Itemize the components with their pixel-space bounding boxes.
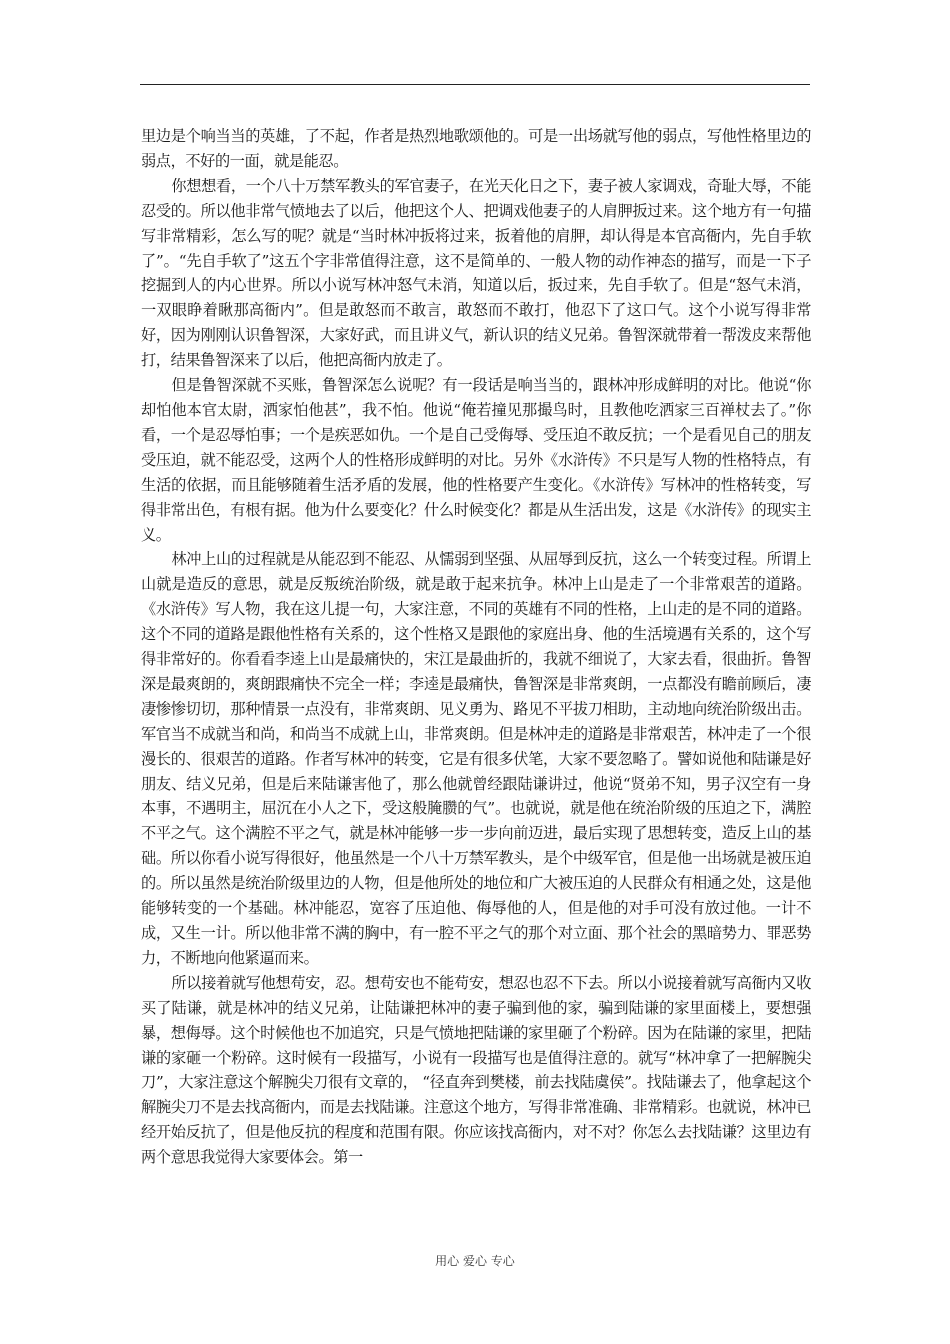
body-text [141,124,811,1170]
paragraph-continued: 里边是个响当当的英雄，了不起，作者是热烈地歌颂他的。可是一出场就写他的弱点，写他性格里边的弱点，不好的一面，就是能忍。 [141,127,811,170]
paragraph: 但是鲁智深就不买账，鲁智深怎么说呢？有一段话是响当当的，跟林冲形成鲜明的对比。他说“你却怕他本官太尉，洒家怕他甚”，我不怕。他说“俺若撞见那撮鸟时，且教他吃洒家三百禅杖去了。”你看，一个是忍辱怕事；一个是疾恶如仇。一个是自己受侮辱、受压迫不敢反抗；一个是看见自己的朋友受压迫，就不能忍受，这两个人的性格形成鲜明的对比。另外《水浒传》不只是写人物的性格特点，有生活的依据，而且能够随着生活矛盾的发展，他的性格要产生变化。《水浒传》写林冲的性格转变，写得非常出色，有根有据。他为什么要变化？什么时候变化？都是从生活出发，这是《水浒传》的现实主义。 [141,376,811,544]
page-footer: 用心 爱心 专心 [435,1254,515,1268]
paragraph: 所以接着就写他想苟安，忍。想苟安也不能苟安，想忍也忍不下去。所以小说接着就写高衙内又收买了陆谦，就是林冲的结义兄弟，让陆谦把林冲的妻子骗到他的家，骗到陆谦的家里面楼上，要想强暴，想侮辱。这个时候他也不加追究，只是气愤地把陆谦的家里砸了个粉碎。因为在陆谦的家里，把陆谦的家砸一个粉碎。这时候有一段描写，小说有一段描写也是值得注意的。就写“林冲拿了一把解腕尖刀”，大家注意这个解腕尖刀很有文章的， “径直奔到樊楼，前去找陆虞侯”。找陆谦去了，他拿起这个解腕尖刀不是去找高衙内，而是去找陆谦。注意这个地方，写得非常准确、非常精彩。也就说，林冲已经开始反抗了，但是他反抗的程度和范围有限。你应该找高衙内，对不对？你怎么去找陆谦？这里边有两个意思我觉得大家要体会。第一 [141,973,811,1167]
paragraph: 你想想看，一个八十万禁军教头的军官妻子，在光天化日之下，妻子被人家调戏，奇耻大辱，不能忍受的。所以他非常气愤地去了以后，他把这个人、把调戏他妻子的人肩胛扳过来。这个地方有一句描写非常精彩，怎么写的呢？就是“当时林冲扳将过来，扳着他的肩胛，却认得是本官高衙内，先自手软了”。“先自手软了”这五个字非常值得注意，这不是简单的、一般人物的动作神态的描写，而是一下子挖掘到人的内心世界。所以小说写林冲怒气未消，知道以后，扳过来，先自手软了。但是“怒气未消，一双眼睁着瞅那高衙内”。但是敢怒而不敢言，敢怒而不敢打，他忍下了这口气。这个小说写得非常好，因为刚刚认识鲁智深，大家好武，而且讲义气，新认识的结义兄弟。鲁智深就带着一帮泼皮来帮他打，结果鲁智深来了以后，他把高衙内放走了。 [141,176,811,370]
header-rule [140,84,810,85]
paragraph: 林冲上山的过程就是从能忍到不能忍、从懦弱到坚强、从屈辱到反抗，这么一个转变过程。所谓上山就是造反的意思，就是反叛统治阶级，就是敢于起来抗争。林冲上山是走了一个非常艰苦的道路。《水浒传》写人物，我在这儿提一句，大家注意，不同的英雄有不同的性格，上山走的是不同的道路。这个不同的道路是跟他性格有关系的，这个性格又是跟他的家庭出身、他的生活境遇有关系的，这个写得非常好的。你看看李逵上山是最痛快的，宋江是最曲折的，我就不细说了，大家去看，很曲折。鲁智深是最爽朗的，爽朗跟痛快不完全一样；李逵是最痛快，鲁智深是非常爽朗，一点都没有瞻前顾后，凄凄惨惨切切，那种情景一点没有，非常爽朗、见义勇为、路见不平拔刀相助，主动地向统治阶级出击。军官当不成就当和尚，和尚当不成就上山，非常爽朗。但是林冲走的道路是非常艰苦，林冲走了一个很漫长的、很艰苦的道路。作者写林冲的转变，它是有很多伏笔，大家不要忽略了。譬如说他和陆谦是好朋友、结义兄弟，但是后来陆谦害他了，那么他就曾经跟陆谦讲过，他说“贤弟不知，男子汉空有一身本事，不遇明主，屈沉在小人之下，受这般腌臜的气”。也就说，就是他在统治阶级的压迫之下，满腔不平之气。这个满腔不平之气，就是林冲能够一步一步向前迈进，最后实现了思想转变，造反上山的基础。所以你看小说写得很好，他虽然是一个八十万禁军教头，是个中级军官，但是他一出场就是被压迫的。所以虽然是统治阶级里边的人物，但是他所处的地位和广大被压迫的人民群众有相通之处，这是他能够转变的一个基础。林冲能忍，宽容了压迫他、侮辱他的人，但是他的对手可没有放过他。一计不成，又生一计。所以他非常不满的胸中，有一腔不平之气的那个对立面、那个社会的黑暗势力、罪恶势力，不断地向他紧逼而来。 [141,550,811,967]
